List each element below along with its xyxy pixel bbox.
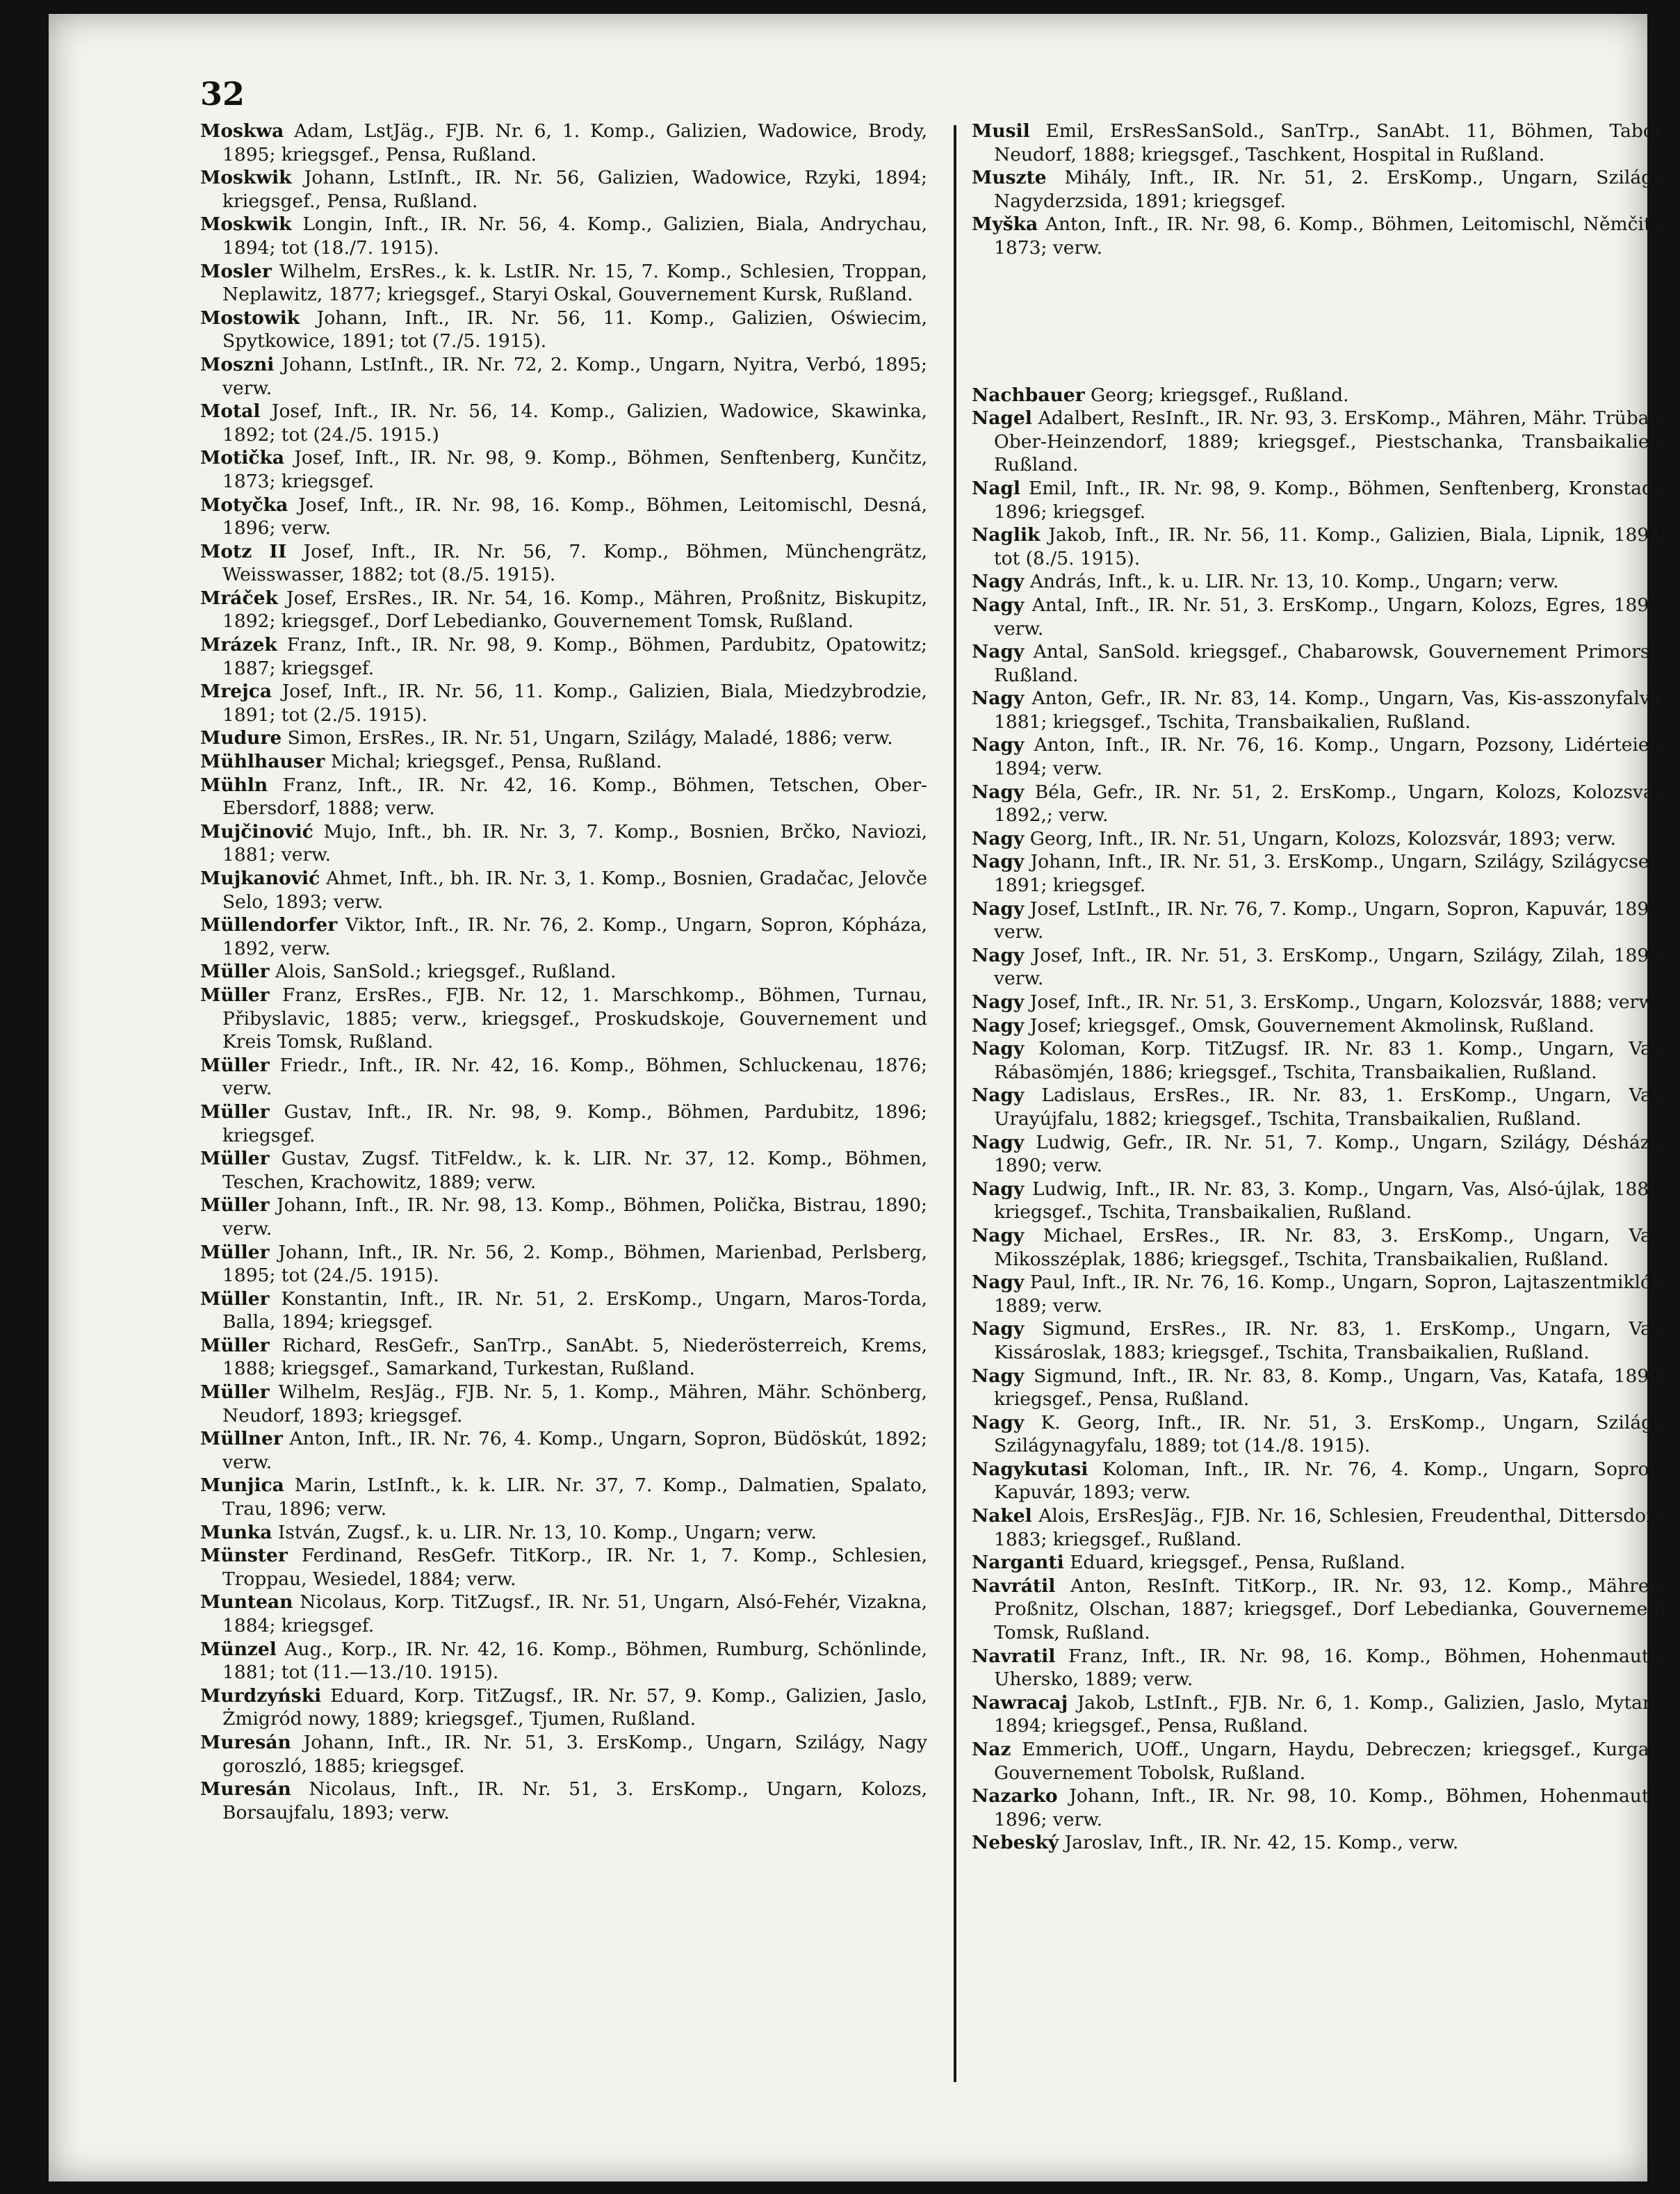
entry-name: Nawracaj (972, 1691, 1068, 1714)
list-item (200, 166, 927, 213)
list-item (972, 477, 1667, 523)
entry-text: Ludwig, Inft., IR. Nr. 83, 3. Komp., Ungarn, Vas, Alsó-újlak, 1886; kriegsgef., Tschita, Transbaikalien, Rußland. (994, 1178, 1667, 1224)
list-item (200, 680, 927, 726)
list-item (972, 1271, 1667, 1317)
entry-name: Müllner (200, 1428, 283, 1450)
entry-text: Richard, ResGefr., SanTrp., SanAbt. 5, Niederösterreich, Krems, 1888; kriegsgef., Samarkand, Turkestan, Rußland. (222, 1334, 927, 1380)
entry-name: Müller (200, 1287, 270, 1310)
list-item (200, 1638, 927, 1684)
entry-text: Franz, Inft., IR. Nr. 42, 16. Komp., Böhmen, Tetschen, Ober-Ebersdorf, 1888; verw. (222, 774, 927, 820)
list-item (972, 1317, 1667, 1364)
entry-text: Johann, Inft., IR. Nr. 51, 3. ErsKomp., Ungarn, Szilágy, Szilágycseh, 1891; kriegsgef. (994, 851, 1667, 897)
list-item (972, 1575, 1667, 1645)
list-item (972, 1691, 1667, 1738)
list-item (200, 587, 927, 633)
list-item (972, 213, 1667, 259)
list-item (972, 1131, 1667, 1178)
entry-name: Müller (200, 1381, 270, 1404)
entry-text: Gustav, Inft., IR. Nr. 98, 9. Komp., Böhmen, Pardubitz, 1896; kriegsgef. (222, 1100, 927, 1146)
entry-name: Nagy (972, 734, 1025, 756)
list-item (972, 1365, 1667, 1411)
list-item (200, 540, 927, 587)
list-item (200, 750, 927, 774)
entry-name: Musil (972, 120, 1030, 142)
list-item (200, 1381, 927, 1427)
list-item (972, 1504, 1667, 1551)
entry-text: Adalbert, ResInft., IR. Nr. 93, 3. ErsKomp., Mähren, Mähr. Trübau, Ober-Heinzendorf, 1889; kriegsgef., Piestschanka, Transbaikalien, Rußland. (994, 407, 1667, 476)
entry-text: Josef, Inft., IR. Nr. 56, 11. Komp., Galizien, Biala, Miedzybrodzie, 1891; tot (2./5. 1915). (222, 681, 927, 726)
entry-text: Josef; kriegsgef., Omsk, Gouvernement Akmolinsk, Rußland. (1029, 1014, 1595, 1037)
entry-text: Simon, ErsRes., IR. Nr. 51, Ungarn, Szilágy, Maladé, 1886; verw. (287, 727, 893, 749)
entry-text: Johann, LstInft., IR. Nr. 56, Galizien, Wadowice, Rzyki, 1894; kriegsgef., Pensa, Rußland. (222, 167, 927, 212)
entry-name: Munka (200, 1521, 272, 1543)
entry-text: Ahmet, Inft., bh. IR. Nr. 3, 1. Komp., Bosnien, Gradačac, Jelovče Selo, 1893; verw. (222, 868, 927, 913)
list-item (200, 1100, 927, 1147)
entry-name: Moszni (200, 353, 275, 375)
list-item (972, 1178, 1667, 1224)
entry-text: Antal, SanSold. kriegsgef., Chabarowsk, Gouvernement Primorsk, Rußland. (994, 641, 1667, 686)
list-item (200, 820, 927, 867)
entry-text: Emil, ErsResSanSold., SanTrp., SanAbt. 11, Böhmen, Tabor, Neudorf, 1888; kriegsgef., Taschkent, Hospital in Rußland. (994, 120, 1667, 165)
entry-text: Paul, Inft., IR. Nr. 76, 16. Komp., Ungarn, Sopron, Lajtaszentmiklós, 1889; verw. (994, 1271, 1667, 1317)
entry-text: Wilhelm, ErsRes., k. k. LstIR. Nr. 15, 7. Komp., Schlesien, Troppan, Neplawitz, 1877; kriegsgef., Staryi Oskal, Gouvernement Kursk, Rußland. (222, 260, 927, 306)
entry-text: Johann, Inft., IR. Nr. 98, 13. Komp., Böhmen, Polička, Bistrau, 1890; verw. (222, 1194, 927, 1240)
list-item (972, 640, 1667, 687)
list-item (200, 213, 927, 259)
list-item (200, 774, 927, 820)
list-item (972, 1551, 1667, 1575)
section-gap (972, 260, 1667, 384)
entry-name: Nagy (972, 688, 1025, 710)
list-item (200, 307, 927, 353)
entry-name: Moskwik (200, 213, 292, 236)
entry-name: Motyčka (200, 494, 288, 516)
right-column (972, 120, 1667, 1855)
entry-text: Alois, SanSold.; kriegsgef., Rußland. (275, 961, 617, 983)
entry-text: Ladislaus, ErsRes., IR. Nr. 83, 1. ErsKomp., Ungarn, Vas, Urayújfalu, 1882; kriegsgef., Tschita, Transbaikalien, Rußland. (994, 1084, 1667, 1130)
entry-text: Emil, Inft., IR. Nr. 98, 9. Komp., Böhmen, Senftenberg, Kronstadt, 1896; kriegsgef. (994, 477, 1667, 523)
entry-name: Nagy (972, 897, 1025, 920)
entry-name: Nebeský (972, 1832, 1059, 1854)
entry-text: Friedr., Inft., IR. Nr. 42, 16. Komp., Böhmen, Schluckenau, 1876; verw. (222, 1054, 927, 1100)
list-item (200, 1194, 927, 1240)
entry-name: Mühln (200, 774, 268, 796)
entry-name: Nagy (972, 991, 1025, 1013)
list-item (200, 1054, 927, 1100)
list-item (200, 1684, 927, 1731)
entry-text: Jakob, Inft., IR. Nr. 56, 11. Komp., Galizien, Biala, Lipnik, 1894; tot (8./5. 1915). (994, 524, 1667, 569)
entry-name: Moskwa (200, 120, 284, 142)
entry-name: Nagy (972, 944, 1025, 966)
entry-text: Marin, LstInft., k. k. LIR. Nr. 37, 7. Komp., Dalmatien, Spalato, Trau, 1896; verw. (222, 1474, 927, 1520)
entry-text: Josef, Inft., IR. Nr. 56, 7. Komp., Böhmen, Münchengrätz, Weisswasser, 1882; tot (8./5. 1915). (222, 540, 927, 586)
entry-text: Josef, Inft., IR. Nr. 56, 14. Komp., Galizien, Wadowice, Skawinka, 1892; tot (24./5. 1915.) (222, 400, 927, 446)
list-item (972, 1831, 1667, 1855)
entry-text: Nicolaus, Inft., IR. Nr. 51, 3. ErsKomp., Ungarn, Kolozs, Borsaujfalu, 1893; verw. (222, 1778, 927, 1823)
list-item (200, 1241, 927, 1287)
entry-name: Mráček (200, 587, 278, 609)
entry-text: Antal, Inft., IR. Nr. 51, 3. ErsKomp., Ungarn, Kolozs, Egres, 1895; verw. (994, 594, 1667, 640)
entry-name: Nagy (972, 1271, 1025, 1294)
list-item (972, 1014, 1667, 1038)
entry-name: Müller (200, 984, 270, 1006)
list-item (200, 1147, 927, 1194)
entry-name: Nagy (972, 781, 1025, 803)
list-item (200, 1287, 927, 1334)
entry-text: Johann, Inft., IR. Nr. 56, 2. Komp., Böhmen, Marienbad, Perlsberg, 1895; tot (24./5. 1915). (222, 1241, 927, 1287)
entry-name: Naz (972, 1739, 1011, 1760)
entry-text: Franz, Inft., IR. Nr. 98, 16. Komp., Böhmen, Hohenmauth, Uhersko, 1889; verw. (994, 1645, 1667, 1691)
entry-name: Nagel (972, 407, 1032, 430)
entry-name: Müller (200, 1241, 270, 1263)
entry-text: Johann, Inft., IR. Nr. 56, 11. Komp., Galizien, Oświecim, Spytkowice, 1891; tot (7./5. 1915). (222, 307, 927, 352)
entry-name: Munjica (200, 1474, 284, 1497)
entry-text: K. Georg, Inft., IR. Nr. 51, 3. ErsKomp., Ungarn, Szilágy, Szilágynagyfalu, 1889; tot (14./8. 1915). (994, 1411, 1667, 1457)
entry-text: Josef, Inft., IR. Nr. 98, 9. Komp., Böhmen, Senftenberg, Kunčitz, 1873; kriegsgef. (222, 447, 927, 492)
entry-text: Michal; kriegsgef., Pensa, Rußland. (330, 751, 662, 773)
list-item (200, 867, 927, 913)
entry-name: Müller (200, 961, 270, 983)
list-item (972, 1411, 1667, 1458)
entry-text: Mihály, Inft., IR. Nr. 51, 2. ErsKomp., Ungarn, Szilágy, Nagyderzsida, 1891; kriegsgef. (994, 167, 1667, 212)
entry-name: Navrátil (972, 1575, 1056, 1597)
entry-name: Nazarko (972, 1785, 1058, 1807)
entry-name: Müller (200, 1054, 270, 1076)
entry-name: Mosler (200, 260, 272, 282)
entry-name: Muresán (200, 1731, 291, 1753)
entry-text: Gustav, Zugsf. TitFeldw., k. k. LIR. Nr. 37, 12. Komp., Böhmen, Teschen, Krachowitz, 1889; verw. (222, 1148, 927, 1193)
entry-text: Sigmund, ErsRes., IR. Nr. 83, 1. ErsKomp., Ungarn, Vas, Kissároslak, 1883; kriegsgef., Tschita, Transbaikalien, Rußland. (994, 1318, 1667, 1363)
list-item (200, 726, 927, 750)
entry-text: Béla, Gefr., IR. Nr. 51, 2. ErsKomp., Ungarn, Kolozs, Kolozsvár, 1892,; verw. (994, 781, 1667, 827)
entry-name: Nagy (972, 827, 1025, 850)
entry-name: Mujkanović (200, 868, 320, 889)
entry-text: Georg; kriegsgef., Rußland. (1091, 384, 1349, 406)
entry-name: Nagy (972, 1084, 1025, 1107)
column-divider (954, 125, 956, 2082)
list-item (972, 166, 1667, 213)
entry-name: Nagykutasi (972, 1458, 1088, 1480)
entry-text: Ludwig, Gefr., IR. Nr. 51, 7. Komp., Ungarn, Szilágy, Désháza, 1890; verw. (994, 1131, 1667, 1177)
entry-name: Nachbauer (972, 384, 1085, 406)
entry-text: Johann, Inft., IR. Nr. 98, 10. Komp., Böhmen, Hohenmauth, 1896; verw. (994, 1785, 1667, 1830)
entry-text: Viktor, Inft., IR. Nr. 76, 2. Komp., Ungarn, Sopron, Kópháza, 1892, verw. (222, 914, 927, 959)
entry-text: Franz, ErsRes., FJB. Nr. 12, 1. Marschkomp., Böhmen, Turnau, Přibyslavic, 1885; verw., kriegsgef., Proskudskoje, Gouvernement und Kreis Tomsk, Rußland. (222, 984, 927, 1053)
list-item (972, 827, 1667, 851)
entry-name: Mrázek (200, 634, 277, 656)
entry-name: Navratil (972, 1645, 1056, 1667)
entry-text: Georg, Inft., IR. Nr. 51, Ungarn, Kolozs, Kolozsvár, 1893; verw. (1029, 827, 1617, 850)
list-item (200, 1731, 927, 1778)
list-item (972, 594, 1667, 640)
entry-text: Josef, Inft., IR. Nr. 51, 3. ErsKomp., Ungarn, Kolozsvár, 1888; verw. (1029, 991, 1658, 1013)
list-item (200, 120, 927, 166)
list-item (972, 1224, 1667, 1271)
entry-name: Nagy (972, 1365, 1025, 1387)
entry-name: Nagy (972, 641, 1025, 663)
entry-name: Nagy (972, 1131, 1025, 1153)
entry-text: Sigmund, Inft., IR. Nr. 83, 8. Komp., Ungarn, Vas, Katafa, 1890; kriegsgef., Pensa, Rußland. (994, 1365, 1667, 1411)
entry-name: Nagy (972, 571, 1025, 593)
list-item (972, 407, 1667, 477)
entry-name: Myška (972, 213, 1038, 236)
list-item (200, 913, 927, 960)
list-item (972, 687, 1667, 733)
entry-name: Motička (200, 447, 284, 469)
entry-text: Ferdinand, ResGefr. TitKorp., IR. Nr. 1, 7. Komp., Schlesien, Troppau, Wesiedel, 1884; verw. (222, 1545, 927, 1590)
entry-name: Muntean (200, 1591, 293, 1614)
list-item (200, 1544, 927, 1591)
list-item (972, 1785, 1667, 1831)
entry-text: Wilhelm, ResJäg., FJB. Nr. 5, 1. Komp., Mähren, Mähr. Schönberg, Neudorf, 1893; kriegsgef. (222, 1381, 927, 1427)
entry-name: Nagy (972, 1224, 1025, 1246)
entry-text: Josef, LstInft., IR. Nr. 76, 7. Komp., Ungarn, Sopron, Kapuvár, 1895; verw. (994, 897, 1667, 943)
list-item (972, 897, 1667, 944)
entry-name: Müller (200, 1100, 270, 1123)
list-item (200, 494, 927, 540)
entry-name: Motz II (200, 540, 287, 562)
list-item (972, 991, 1667, 1014)
list-item (972, 781, 1667, 827)
entry-name: Muszte (972, 167, 1047, 189)
list-item (972, 1458, 1667, 1504)
list-item (200, 353, 927, 400)
entry-name: Müllendorfer (200, 914, 338, 936)
entry-name: Münzel (200, 1638, 277, 1660)
list-item (200, 400, 927, 446)
entry-name: Nagy (972, 851, 1025, 873)
entry-name: Nagl (972, 477, 1020, 499)
entry-name: Motal (200, 400, 261, 423)
entry-name: Naglik (972, 524, 1041, 546)
list-item (200, 1591, 927, 1637)
list-item (972, 523, 1667, 570)
entry-text: Mujo, Inft., bh. IR. Nr. 3, 7. Komp., Bosnien, Brčko, Naviozi, 1881; verw. (222, 820, 927, 866)
list-item (200, 960, 927, 984)
entry-name: Moskwik (200, 167, 292, 189)
entry-name: Narganti (972, 1552, 1064, 1574)
list-item (972, 733, 1667, 780)
entry-name: Nagy (972, 1178, 1025, 1200)
entry-text: Anton, ResInft. TitKorp., IR. Nr. 93, 12. Komp., Mähren, Proßnitz, Olschan, 1887; kriegsgef., Dorf Lebedianka, Gouvernement Tomsk, Rußland. (994, 1575, 1667, 1644)
entry-name: Münster (200, 1545, 288, 1567)
list-item (200, 1521, 927, 1545)
entry-name: Müller (200, 1148, 270, 1170)
entry-text: Adam, LstJäg., FJB. Nr. 6, 1. Komp., Galizien, Wadowice, Brody, 1895; kriegsgef., Pensa, Rußland. (222, 120, 927, 165)
entry-name: Nakel (972, 1505, 1032, 1527)
page-number: 32 (200, 75, 245, 113)
entry-text: Josef, Inft., IR. Nr. 98, 16. Komp., Böhmen, Leitomischl, Desná, 1896; verw. (222, 494, 927, 539)
list-item (200, 260, 927, 307)
list-item (972, 120, 1667, 166)
entry-text: Koloman, Korp. TitZugsf. IR. Nr. 83 1. Komp., Ungarn, Vas, Rábasömjén, 1886; kriegsgef., Tschita, Transbaikalien, Rußland. (994, 1038, 1667, 1083)
list-item (972, 384, 1667, 407)
list-item (200, 1427, 927, 1474)
entry-name: Murdzyński (200, 1684, 322, 1707)
list-item (972, 570, 1667, 594)
entry-text: Konstantin, Inft., IR. Nr. 51, 2. ErsKomp., Ungarn, Maros-Torda, Balla, 1894; kriegsgef. (222, 1287, 927, 1333)
entry-text: Anton, Inft., IR. Nr. 98, 6. Komp., Böhmen, Leitomischl, Němčitz, 1873; verw. (994, 213, 1667, 259)
entry-text: Josef, ErsRes., IR. Nr. 54, 16. Komp., Mähren, Proßnitz, Biskupitz, 1892; kriegsgef., Dorf Lebedianko, Gouvernement Tomsk, Rußland. (222, 587, 927, 633)
list-item (200, 446, 927, 493)
entry-name: Mostowik (200, 307, 300, 329)
list-item (200, 1474, 927, 1520)
list-item (200, 1334, 927, 1381)
entry-name: Mühlhauser (200, 751, 325, 773)
left-column (200, 120, 927, 1824)
entry-name: Muresán (200, 1778, 291, 1801)
entry-text: Anton, Gefr., IR. Nr. 83, 14. Komp., Ungarn, Vas, Kis-asszonyfalva, 1881; kriegsgef., Tschita, Transbaikalien, Rußland. (994, 688, 1667, 733)
entry-text: András, Inft., k. u. LIR. Nr. 13, 10. Komp., Ungarn; verw. (1029, 571, 1559, 593)
list-item (200, 1778, 927, 1824)
entry-text: Eduard, kriegsgef., Pensa, Rußland. (1070, 1552, 1406, 1574)
list-item (200, 984, 927, 1054)
page-sheet (49, 14, 1667, 2181)
entry-name: Müller (200, 1334, 270, 1356)
list-item (972, 1037, 1667, 1084)
entry-name: Mujčinović (200, 820, 313, 843)
entry-text: Johann, Inft., IR. Nr. 51, 3. ErsKomp., Ungarn, Szilágy, Nagy goroszló, 1885; kriegsgef. (222, 1731, 927, 1777)
entry-text: Jakob, LstInft., FJB. Nr. 6, 1. Komp., Galizien, Jaslo, Mytarz, 1894; kriegsgef., Pensa, Rußland. (994, 1691, 1667, 1737)
entry-text: Jaroslav, Inft., IR. Nr. 42, 15. Komp., verw. (1064, 1832, 1459, 1854)
list-item (200, 633, 927, 680)
entry-text: Michael, ErsRes., IR. Nr. 83, 3. ErsKomp., Ungarn, Vas, Mikosszéplak, 1886; kriegsgef., Tschita, Transbaikalien, Rußland. (994, 1224, 1667, 1270)
entry-name: Nagy (972, 1411, 1025, 1433)
list-item (972, 1645, 1667, 1691)
entry-text: Koloman, Inft., IR. Nr. 76, 4. Komp., Ungarn, Sopron, Kapuvár, 1893; verw. (994, 1458, 1667, 1504)
entry-text: Emmerich, UOff., Ungarn, Haydu, Debreczen; kriegsgef., Kurgan, Gouvernement Tobolsk, Rußland. (994, 1739, 1667, 1784)
entry-text: Franz, Inft., IR. Nr. 98, 9. Komp., Böhmen, Pardubitz, Opatowitz; 1887; kriegsgef. (222, 634, 927, 679)
entry-text: Nicolaus, Korp. TitZugsf., IR. Nr. 51, Ungarn, Alsó-Fehér, Vizakna, 1884; kriegsgef. (222, 1591, 927, 1636)
entry-name: Mrejca (200, 681, 272, 703)
list-item (972, 1084, 1667, 1130)
entry-text: Johann, LstInft., IR. Nr. 72, 2. Komp., Ungarn, Nyitra, Verbó, 1895; verw. (222, 353, 927, 399)
entry-name: Nagy (972, 1318, 1025, 1340)
list-item (972, 850, 1667, 897)
entry-name: Mudure (200, 727, 282, 749)
entry-text: Josef, Inft., IR. Nr. 51, 3. ErsKomp., Ungarn, Szilágy, Zilah, 1895; verw. (994, 944, 1667, 990)
entry-name: Müller (200, 1194, 270, 1217)
entry-name: Nagy (972, 1014, 1025, 1037)
entry-text: Eduard, Korp. TitZugsf., IR. Nr. 57, 9. Komp., Galizien, Jaslo, Żmigród nowy, 1889; kriegsgef., Tjumen, Rußland. (222, 1684, 927, 1730)
list-item (972, 944, 1667, 991)
entry-name: Nagy (972, 594, 1025, 616)
list-item (972, 1738, 1667, 1785)
entry-text: István, Zugsf., k. u. LIR. Nr. 13, 10. Komp., Ungarn; verw. (277, 1521, 817, 1543)
entry-text: Anton, Inft., IR. Nr. 76, 16. Komp., Ungarn, Pozsony, Lidérteied, 1894; verw. (994, 734, 1667, 780)
entry-text: Aug., Korp., IR. Nr. 42, 16. Komp., Böhmen, Rumburg, Schönlinde, 1881; tot (11.—13./10. 1915). (222, 1638, 927, 1684)
entry-text: Longin, Inft., IR. Nr. 56, 4. Komp., Galizien, Biala, Andrychau, 1894; tot (18./7. 1915). (222, 213, 927, 259)
entry-text: Alois, ErsResJäg., FJB. Nr. 16, Schlesien, Freudenthal, Dittersdorf, 1883; kriegsgef., Rußland. (994, 1505, 1667, 1550)
entry-name: Nagy (972, 1038, 1025, 1060)
entry-text: Anton, Inft., IR. Nr. 76, 4. Komp., Ungarn, Sopron, Büdöskút, 1892; verw. (222, 1428, 927, 1473)
